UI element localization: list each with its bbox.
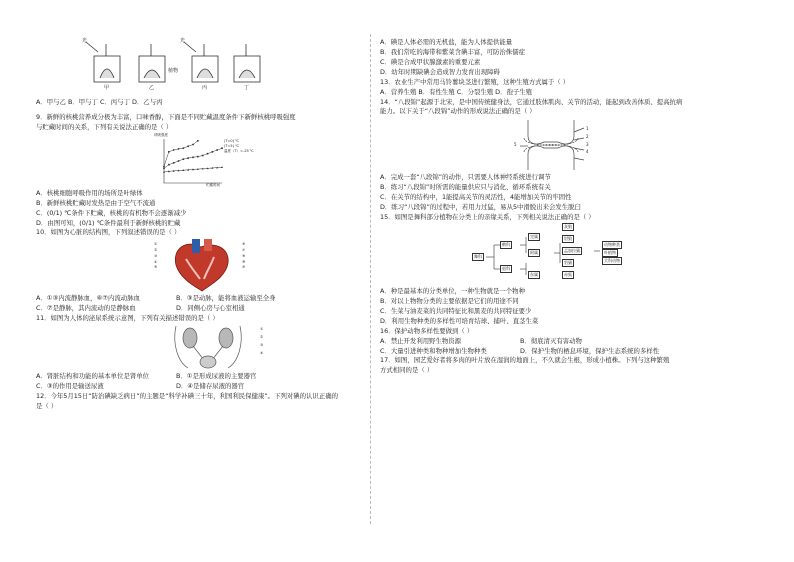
- tree-l3-4: 赤狐: [562, 271, 574, 279]
- heart-label-7: ⑦: [242, 248, 246, 253]
- q10-stem: 10．如图为心脏的结构图，下列叙述错误的是（ ）: [36, 228, 181, 237]
- q11-option-c: C．③的作用是输送尿液: [36, 382, 104, 391]
- q11-stem: 11．如图为人体的泌尿系统示意图，下列有关描述错误的是（ ）: [36, 314, 219, 323]
- q11-option-a: A．肾脏结构和功能的基本单位是肾单位: [36, 372, 150, 381]
- joint-label-4: 4: [586, 149, 589, 155]
- q17-stem-2: 方式相同的是（ ）: [380, 366, 434, 375]
- q16-option-c: C．大量引进种类和物种增加生物种类: [380, 346, 487, 355]
- q8-options: A．甲与乙 B．甲与丁 C．丙与丁 D．乙与丙: [36, 98, 163, 106]
- chart-ylabel: 呼吸强度: [154, 132, 168, 137]
- tree-l1-0: 鹤科: [500, 241, 512, 249]
- q16-option-b: B．彻底清灭有害动物: [520, 336, 582, 345]
- heart-label-8: ⑧: [242, 253, 246, 258]
- q9-option-a: A．核桃细胞呼吸作用的场所是叶绿体: [36, 188, 143, 197]
- heart-label-2: ②: [154, 248, 158, 253]
- tree-l4-2: 犬科动物: [602, 257, 622, 265]
- q10-option-a: A．①③内流静脉血，⑥⑦内流动脉血: [36, 294, 140, 303]
- tree-lines: [380, 223, 640, 287]
- exp-label-yi: 乙: [149, 85, 155, 91]
- q16-option-a: A．禁止开发利用野生物资源: [380, 336, 462, 345]
- light-label-1: 光: [82, 38, 88, 44]
- tree-l3-3: 豹猫: [562, 259, 574, 267]
- uri-label-4: ④: [260, 350, 264, 355]
- joint-label-5: 5: [514, 142, 517, 148]
- plant-label: 植物: [168, 68, 179, 74]
- legend-t5: (T=5) ℃: [224, 143, 240, 148]
- legend-t-25: 温度（T）=-25 ℃: [224, 148, 254, 153]
- q9-option-d: D．由图可知，(0/1) ℃条件最利于新鲜核桃的贮藏: [36, 218, 181, 227]
- experiment-figure: [36, 38, 366, 94]
- q13-options: A．营养生殖 B．有性生殖 C．分裂生殖 D．孢子生殖: [380, 87, 533, 96]
- q15-stem: 15．如图是舞科部分植物在分类上的亲缘关系，下列相关说法正确的是（ ）: [380, 213, 595, 222]
- q16-stem: 16．保护动物多样性要做到（ ）: [380, 326, 474, 335]
- q12-option-c: C．碘是合成甲状腺激素的重要元素: [380, 57, 481, 66]
- q11-option-d: D．④是储存尿液的器官: [176, 382, 245, 391]
- exp-label-bing: 丙: [202, 85, 208, 91]
- q12-stem-2: 是（ ）: [36, 401, 58, 410]
- heart-label-1: ①: [154, 242, 158, 247]
- urinary-illustration: [168, 324, 258, 370]
- q14-option-b: B．练习“八段锦”时所需的能量供应只与消化、循环系统有关: [380, 183, 551, 192]
- q9-option-c: C．(0/1) ℃条件下贮藏，核桃的有机物不会逐渐减少: [36, 208, 187, 217]
- chart-series-line: [164, 148, 222, 168]
- q14-option-c: C．在关节的结构中，1能提高关节的灵活性，4能增加关节的牢固性: [380, 193, 572, 202]
- right-column: [380, 38, 710, 376]
- legend-t0: (T=0) ℃: [224, 138, 240, 143]
- q15-option-b: B．对以上物物分类的主要依据是它们的用途不同: [380, 296, 519, 305]
- chart-xlabel: 贮藏时间: [206, 182, 220, 187]
- joint-illustration: [518, 118, 588, 172]
- tree-l3-2: 孟加拉猫: [562, 247, 582, 255]
- joint-label-1: 1: [586, 126, 589, 132]
- q10-option-b: B．③是动脉，能将血液运输至全身: [176, 294, 276, 303]
- joint-label-2: 2: [586, 133, 589, 139]
- tree-l2-0: 完属: [528, 233, 540, 241]
- q9-stem-1: 9．新鲜的核桃营养成分极为丰富，口味香醇，下面是不同贮藏温度条件下新鲜核桃呼吸强度: [36, 112, 296, 121]
- chart-series-line: [164, 167, 222, 172]
- heart-label-5: ⑤: [154, 265, 158, 270]
- q17-stem-1: 17．如图，园艺爱好者将多肉的叶片放在湿润的地面上，不久就会生根，形成小植株。下列与这种繁殖: [380, 356, 670, 365]
- q14-stem-1: 14．“八段锦”起源于北宋，是中国传统健身法，它通过肢体肌肉、关节的活动，能起到改善体质、提高抗病: [380, 97, 683, 106]
- column-divider: [370, 34, 371, 524]
- q9-stem-2: 与贮藏时间的关系，下列有关说法正确的是（ ）: [36, 122, 173, 131]
- q12-option-a: A．碘是人体必需的无机盐，能为人体提供能量: [380, 38, 513, 46]
- chart-axes: [164, 139, 222, 183]
- q14-option-a: A．完成一套“八段锦”的动作，只需要人体神经系统进行调节: [380, 173, 551, 182]
- urinary-figure: [36, 324, 366, 372]
- q15-option-a: A．种是最基本的分类单位，一种生物就是一个物种: [380, 286, 525, 295]
- q15-option-d: D．利用生物种类的多样性可培育结球、捕叶、直茎生菜: [380, 316, 539, 325]
- q9-option-b: B．新鲜核桃贮藏时发热是由于空气不流通: [36, 198, 156, 207]
- q13-stem: 13．农业生产中常用马铃薯块茎进行繁殖，这种生殖方式属于（ ）: [380, 77, 570, 86]
- tree-l4-0: 动物种类: [602, 241, 622, 249]
- q12-option-d: D．幼年时期缺碘会造成智力发育出现障碍: [380, 67, 500, 76]
- experiment-illustration: [84, 38, 284, 94]
- tree-l4-1: 叶植物: [602, 249, 618, 257]
- heart-illustration: [166, 239, 236, 293]
- q12-option-b: B．我们常吃的海带和紫菜含碘丰富，可防治侏儒症: [380, 47, 525, 56]
- q12-stem-1: 12．今年5月15日“防治碘缺乏病日”的主题是“科学补碘三十年，利国利民保健康”。下列对碘的认识正确的: [36, 391, 338, 400]
- tree-root: 舞科: [472, 253, 484, 261]
- tree-l3-0: 灰狼: [562, 223, 574, 231]
- heart-label-6: ⑥: [242, 242, 246, 247]
- exp-label-jia: 甲: [104, 85, 110, 91]
- uri-label-1: ①: [260, 327, 264, 332]
- tree-l3-1: 豺狼: [562, 235, 574, 243]
- light-label-2: 光: [180, 38, 186, 44]
- uri-label-3: ③: [260, 342, 264, 347]
- respiration-chart: [36, 133, 366, 189]
- chart-series-line: [164, 141, 198, 167]
- tree-l2-1: 阿属: [528, 249, 540, 257]
- heart-label-10: ⑩: [242, 265, 246, 270]
- heart-label-4: ④: [154, 259, 158, 264]
- uri-label-2: ②: [260, 335, 264, 340]
- classification-tree: [380, 223, 710, 287]
- q16-option-d: D．保护生物的栖息环境，保护生态系统的多样性: [520, 346, 660, 355]
- q11-option-b: B．①是形成尿液的主要器官: [176, 372, 257, 381]
- q15-option-c: C．生菜与油麦菜的共同特征比和黑麦的共同特征要少: [380, 306, 532, 315]
- q14-option-d: D．练习“八段锦”的过程中，若用力过猛，易从5中滑脱出来会发生脱臼: [380, 203, 581, 212]
- q10-option-d: D．同侧心房与心室相通: [176, 304, 245, 313]
- heart-label-9: ⑨: [242, 259, 246, 264]
- tree-l1-1: 貂科: [500, 265, 512, 273]
- joint-figure: [380, 117, 710, 173]
- heart-label-3: ③: [154, 253, 158, 258]
- heart-figure: [36, 238, 366, 294]
- left-column: [36, 38, 366, 412]
- tree-l2-2: 东属: [528, 271, 540, 279]
- exp-label-ding: 丁: [244, 85, 250, 91]
- joint-label-3: 3: [586, 141, 589, 147]
- q10-option-c: C．⑦是静脉，其内流动的是静脉血: [36, 304, 136, 313]
- q14-stem-2: 能力。以下关于“八段锦”动作的形成说法正确的是（ ）: [380, 107, 536, 116]
